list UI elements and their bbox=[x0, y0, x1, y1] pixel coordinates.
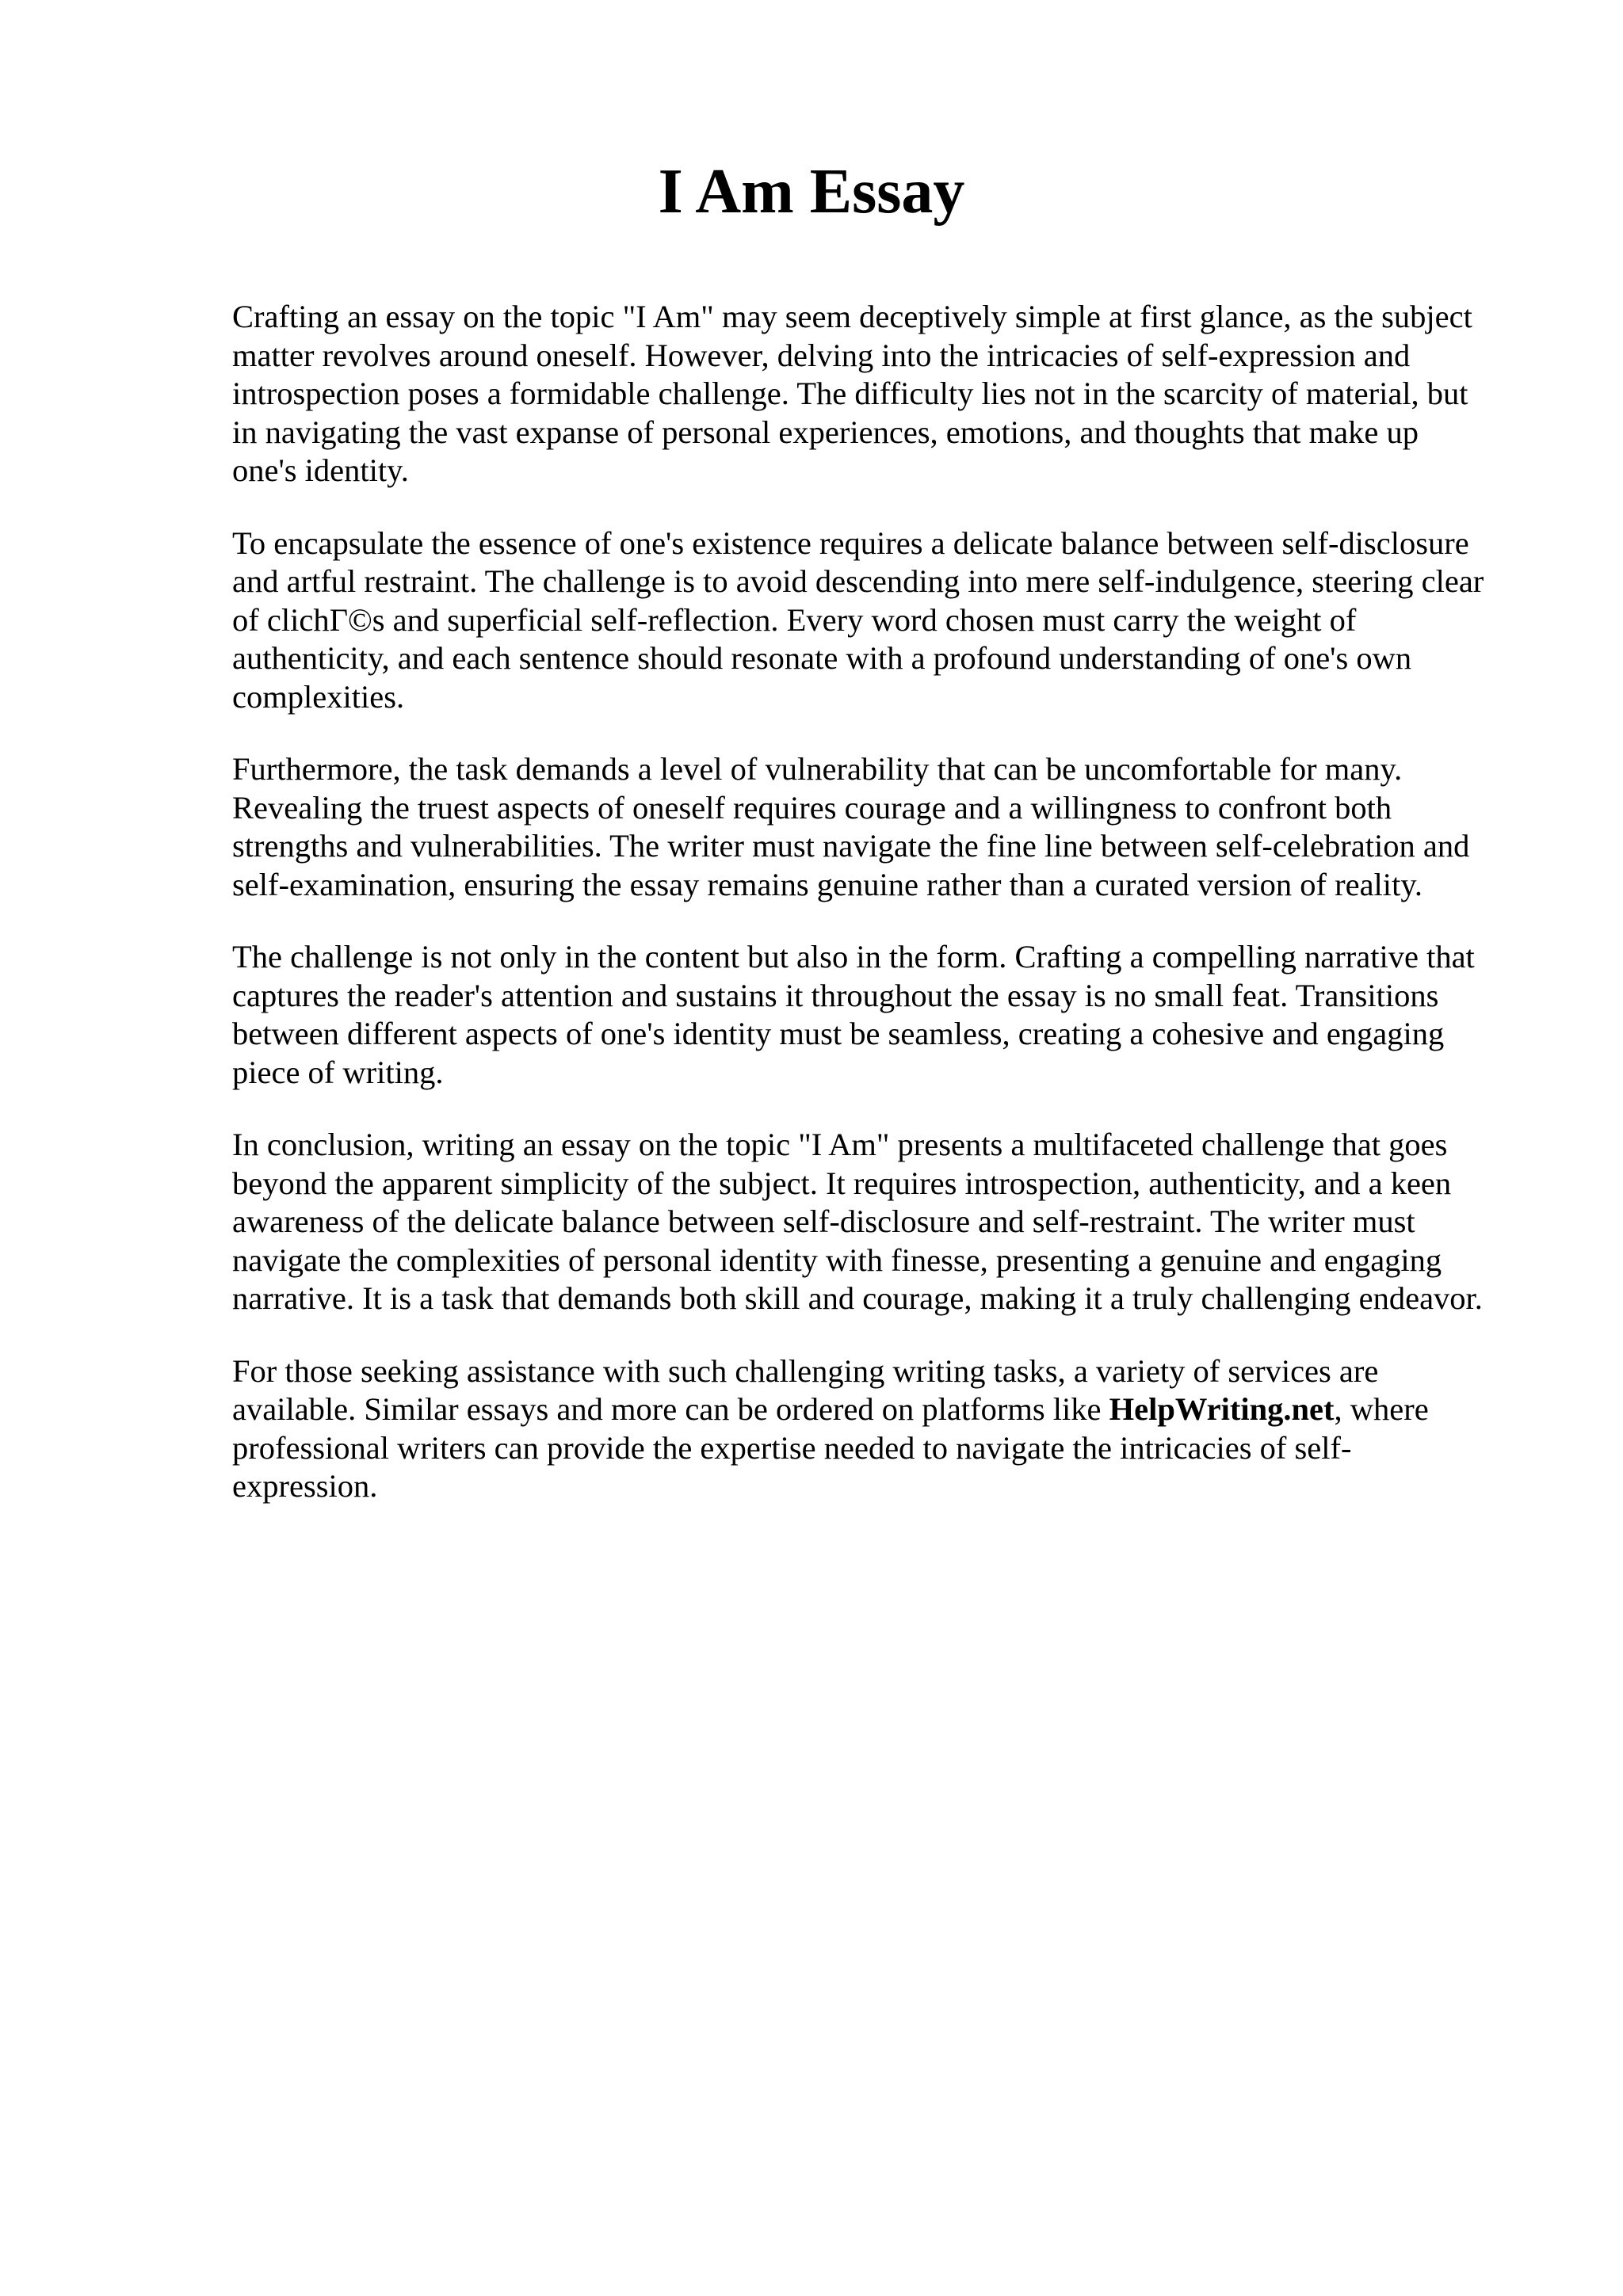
text-line: navigate the complexities of personal identity with finesse, presenting a genuine and engaging bbox=[232, 1241, 1442, 1278]
paragraph-5 bbox=[232, 1126, 1540, 1318]
text-line: authenticity, and each sentence should resonate with a profound understanding of one's own bbox=[232, 640, 1412, 676]
text-line: in navigating the vast expanse of personal experiences, emotions, and thoughts that make up bbox=[232, 414, 1419, 450]
text-line: piece of writing. bbox=[232, 1054, 444, 1090]
paragraph-6 bbox=[232, 1352, 1540, 1506]
text-fragment: available. Similar essays and more can be ordered on platforms like bbox=[232, 1391, 1109, 1427]
text-line: For those seeking assistance with such challenging writing tasks, a variety of services are bbox=[232, 1352, 1379, 1389]
brand-link[interactable]: HelpWriting.net bbox=[1109, 1391, 1335, 1427]
text-line: complexities. bbox=[232, 678, 405, 715]
text-line: To encapsulate the essence of one's existence requires a delicate balance between self-disclosure bbox=[232, 524, 1469, 561]
text-line: Revealing the truest aspects of oneself requires courage and a willingness to confront both bbox=[232, 789, 1392, 826]
text-line: Furthermore, the task demands a level of vulnerability that can be uncomfortable for many. bbox=[232, 751, 1403, 787]
document-title: I Am Essay bbox=[658, 157, 965, 227]
text-line: one's identity. bbox=[232, 452, 409, 488]
text-line: awareness of the delicate balance between self-disclosure and self-restraint. The writer must bbox=[232, 1203, 1415, 1239]
paragraph-1 bbox=[232, 298, 1540, 490]
text-line: of clichГ©s and superficial self-reflection. Every word chosen must carry the weight of bbox=[232, 601, 1357, 638]
text-line: matter revolves around oneself. However, delving into the intricacies of self-expression and bbox=[232, 337, 1411, 373]
text-line: and artful restraint. The challenge is to avoid descending into mere self-indulgence, steering clear bbox=[232, 563, 1484, 599]
paragraph-4 bbox=[232, 938, 1540, 1092]
paragraph-3 bbox=[232, 750, 1540, 904]
paragraph-2 bbox=[232, 524, 1540, 717]
essay-body bbox=[232, 298, 1540, 1540]
text-line: introspection poses a formidable challenge. The difficulty lies not in the scarcity of material, but bbox=[232, 376, 1468, 411]
text-fragment: , where bbox=[1334, 1391, 1429, 1427]
text-line: professional writers can provide the expertise needed to navigate the intricacies of self- bbox=[232, 1429, 1352, 1466]
text-line: In conclusion, writing an essay on the topic "I Am" presents a multifaceted challenge that goes bbox=[232, 1127, 1448, 1162]
text-line: narrative. It is a task that demands both skill and courage, making it a truly challenging endeavor. bbox=[232, 1280, 1483, 1316]
text-line: strengths and vulnerabilities. The writer must navigate the fine line between self-celebration and bbox=[232, 828, 1470, 864]
text-line: between different aspects of one's identity must be seamless, creating a cohesive and engaging bbox=[232, 1016, 1445, 1051]
text-line: captures the reader's attention and sustains it throughout the essay is no small feat. Transitions bbox=[232, 977, 1439, 1013]
text-line: self-examination, ensuring the essay remains genuine rather than a curated version of reality. bbox=[232, 866, 1423, 902]
text-line: expression. bbox=[232, 1468, 378, 1504]
text-line: Crafting an essay on the topic "I Am" may seem deceptively simple at first glance, as the subject bbox=[232, 299, 1472, 334]
text-line: beyond the apparent simplicity of the subject. It requires introspection, authenticity, and a keen bbox=[232, 1165, 1452, 1201]
text-line: The challenge is not only in the content but also in the form. Crafting a compelling narrative that bbox=[232, 939, 1475, 974]
text-line bbox=[232, 1390, 1540, 1429]
